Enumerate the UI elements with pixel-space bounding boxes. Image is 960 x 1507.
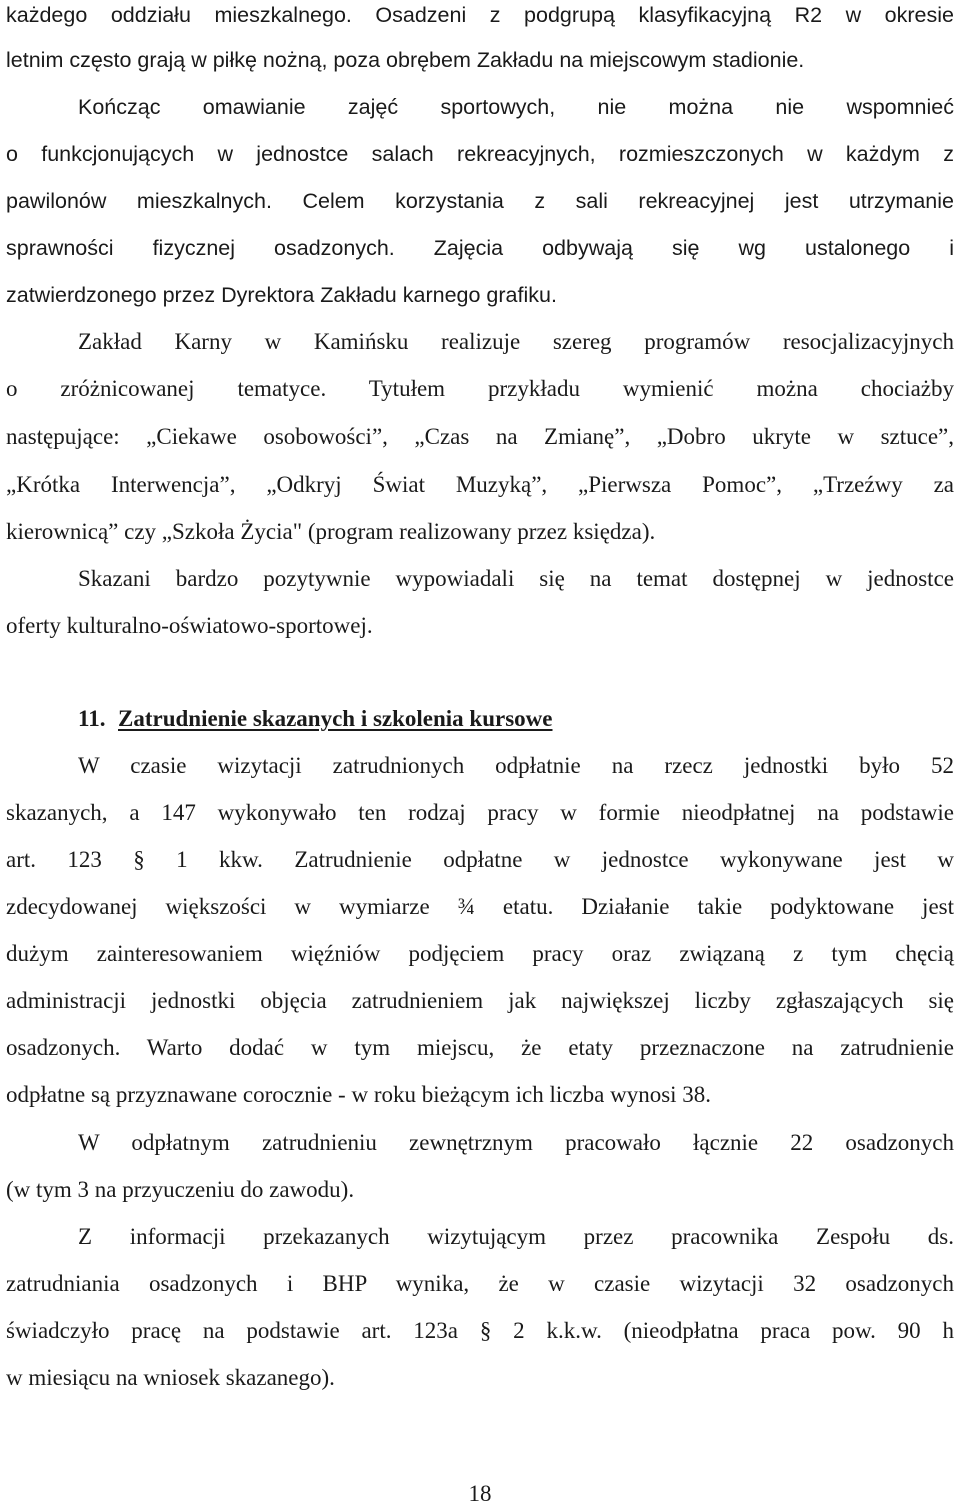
paragraph-line: Kończąc omawianie zajęć sportowych, nie można nie wspomnieć [78,95,954,119]
section-number: 11. [78,706,106,731]
paragraph-line: dużym zainteresowaniem więźniów podjęciem pracy oraz związaną z tym chęcią [6,941,954,966]
paragraph-line: o zróżnicowanej tematyce. Tytułem przykładu wymienić można chociażby [6,376,954,401]
paragraph-line: W czasie wizytacji zatrudnionych odpłatnie na rzecz jednostki było 52 [78,753,954,778]
section-title: Zatrudnienie skazanych i szkolenia kursowe [118,706,553,731]
paragraph-line: skazanych, a 147 wykonywało ten rodzaj pracy w formie nieodpłatnej na podstawie [6,800,954,825]
paragraph-line: administracji jednostki objęcia zatrudnieniem jak największej liczby zgłaszających się [6,988,954,1013]
paragraph-line: W odpłatnym zatrudnieniu zewnętrznym pracowało łącznie 22 osadzonych [78,1130,954,1155]
paragraph-line: (w tym 3 na przyuczeniu do zawodu). [6,1177,355,1202]
paragraph-line: każdego oddziału mieszkalnego. Osadzeni z podgrupą klasyfikacyjną R2 w okresie [6,3,954,27]
paragraph-line: Skazani bardzo pozytywnie wypowiadali się na temat dostępnej w jednostce [78,566,954,591]
section-heading [78,704,553,734]
paragraph-line: oferty kulturalno-oświatowo-sportowej. [6,613,373,638]
paragraph-line: Z informacji przekazanych wizytującym przez pracownika Zespołu ds. [78,1224,954,1249]
paragraph-line: w miesiącu na wniosek skazanego). [6,1365,335,1390]
page-number: 18 [468,1481,492,1506]
paragraph-line: osadzonych. Warto dodać w tym miejscu, że etaty przeznaczone na zatrudnienie [6,1035,954,1060]
paragraph-line: pawilonów mieszkalnych. Celem korzystania z sali rekreacyjnej jest utrzymanie [6,189,954,213]
paragraph-line: zatrudniania osadzonych i BHP wynika, że w czasie wizytacji 32 osadzonych [6,1271,954,1296]
paragraph-line: „Krótka Interwencja”, „Odkryj Świat Muzyką”, „Pierwsza Pomoc”, „Trzeźwy za [6,472,954,497]
paragraph-line: kierownicą” czy „Szkoła Życia" (program realizowany przez księdza). [6,519,656,544]
paragraph-line: letnim często grają w piłkę nożną, poza obrębem Zakładu na miejscowym stadionie. [6,48,805,72]
paragraph-line: sprawności fizycznej osadzonych. Zajęcia odbywają się wg ustalonego i [6,236,954,260]
paragraph-line: zdecydowanej większości w wymiarze ¾ etatu. Działanie takie podyktowane jest [6,894,954,919]
paragraph-line: następujące: „Ciekawe osobowości”, „Czas na Zmianę”, „Dobro ukryte w sztuce”, [6,424,954,449]
paragraph-line: świadczyło pracę na podstawie art. 123a § 2 k.k.w. (nieodpłatna praca pow. 90 h [6,1318,954,1343]
paragraph-line: zatwierdzonego przez Dyrektora Zakładu karnego grafiku. [6,283,557,307]
paragraph-line: art. 123 § 1 kkw. Zatrudnienie odpłatne w jednostce wykonywane jest w [6,847,954,872]
paragraph-line: Zakład Karny w Kamińsku realizuje szereg programów resocjalizacyjnych [78,329,954,354]
paragraph-line: odpłatne są przyznawane corocznie - w roku bieżącym ich liczba wynosi 38. [6,1082,712,1107]
paragraph-line: o funkcjonujących w jednostce salach rekreacyjnych, rozmieszczonych w każdym z [6,142,954,166]
